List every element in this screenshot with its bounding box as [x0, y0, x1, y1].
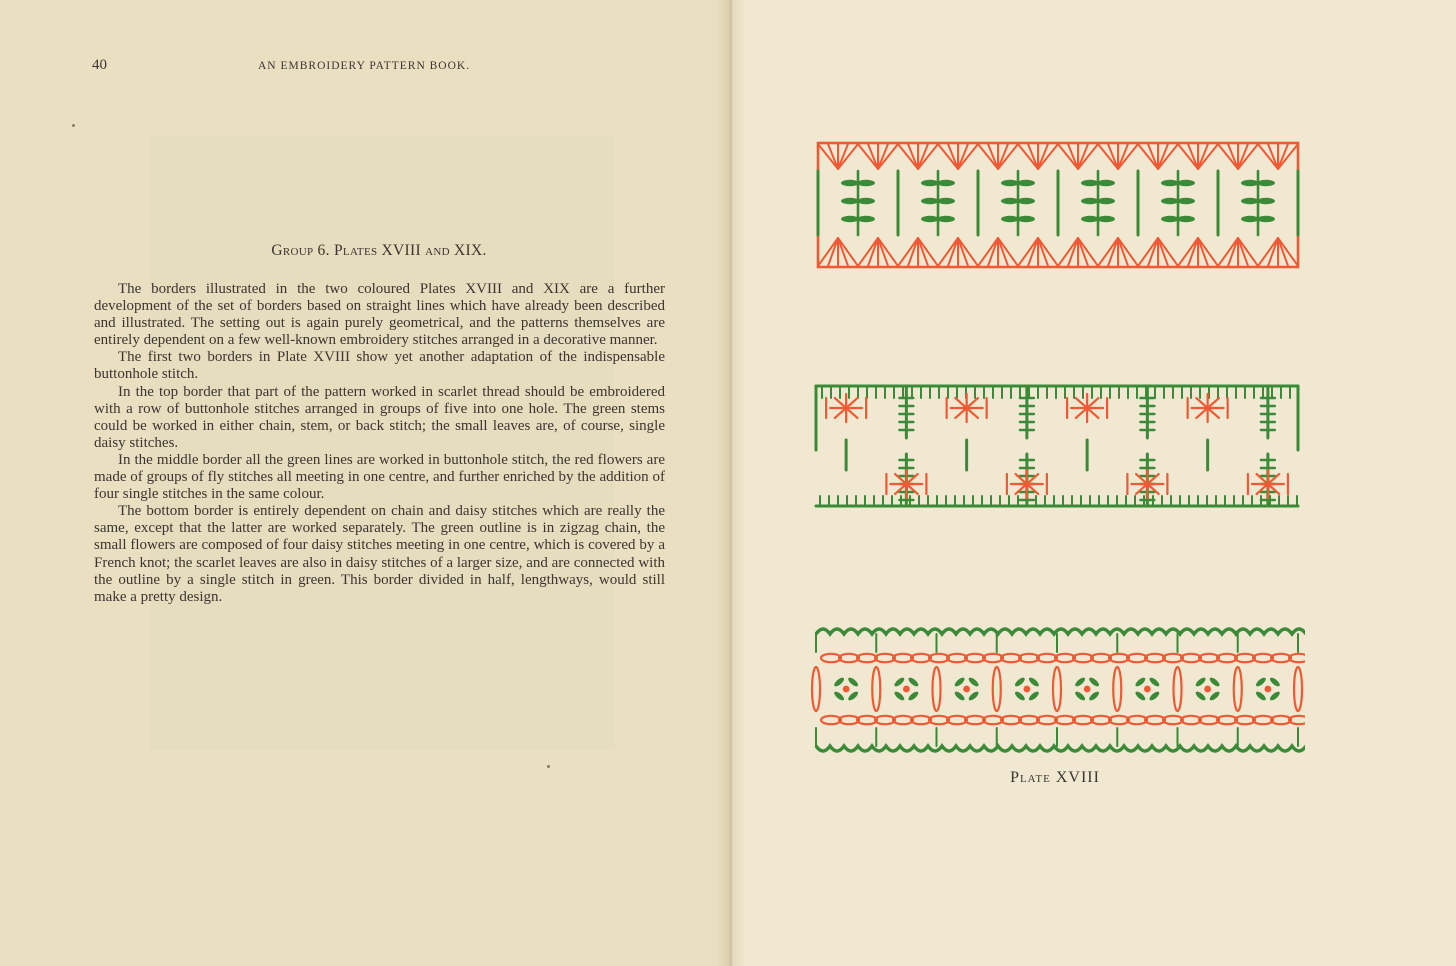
scarlet-fan-stitch-top [918, 144, 928, 169]
book-gutter [716, 0, 746, 966]
daisy-leaf [937, 180, 955, 186]
green-daisy-petal [1208, 676, 1221, 688]
scarlet-vertical-chain [1174, 667, 1182, 711]
scarlet-fan-stitch-top [1138, 144, 1158, 169]
green-daisy-petal [1194, 690, 1207, 702]
paragraph: In the top border that part of the pattern worked in scarlet thread should be embroidered with a row of buttonhole stitches arranged in groups of five into one hole. The green stems could be worked in either chain, stem, or back stitch; the small leaves are, of course, single daisy stitches. [94, 383, 665, 451]
daisy-leaf [841, 180, 859, 186]
fly-stitch-ray [955, 398, 966, 408]
scarlet-fan-stitch-bottom [828, 238, 838, 266]
scarlet-fan-stitch-top [948, 144, 958, 169]
scarlet-fan-stitch-top [1198, 144, 1218, 169]
daisy-leaf [1177, 180, 1195, 186]
bottom-border-pattern [810, 622, 1305, 758]
fly-stitch-ray [846, 398, 857, 408]
paragraph: The first two borders in Plate XVIII show yet another adaptation of the indispensable buttonhole stitch. [94, 349, 665, 383]
scarlet-fan-stitch-bottom [948, 238, 958, 266]
scarlet-vertical-chain [993, 667, 1001, 711]
green-daisy-petal [1134, 676, 1147, 688]
daisy-leaf [1017, 216, 1035, 222]
green-daisy-petal [1074, 690, 1087, 702]
scarlet-fan-stitch-bottom [1278, 238, 1298, 266]
green-daisy-petal [847, 690, 860, 702]
green-buttonhole-lines [816, 386, 1298, 506]
fly-stitch-ray [1087, 408, 1098, 418]
daisy-leaf [1241, 198, 1259, 204]
scarlet-vertical-chain [1294, 667, 1302, 711]
daisy-leaf [1257, 180, 1275, 186]
daisy-leaf [841, 216, 859, 222]
scarlet-fan-stitch-top [1178, 144, 1198, 169]
scarlet-fan-stitch-top [938, 144, 958, 169]
green-daisy-petal [847, 676, 860, 688]
scarlet-vertical-chain [1113, 667, 1121, 711]
green-daisy-petal [1014, 690, 1027, 702]
french-knot [1084, 686, 1091, 693]
fly-stitch-ray [967, 408, 978, 418]
scarlet-fan-stitch-top [1278, 144, 1288, 169]
scarlet-fan-stitch-top [878, 144, 888, 169]
green-daisy-petal [1269, 676, 1282, 688]
scarlet-fan-stitch-bottom [958, 238, 968, 266]
scarlet-fan-stitch-bottom [1038, 238, 1058, 266]
fly-stitch-ray [955, 408, 966, 418]
scarlet-fan-stitch-top [828, 144, 838, 169]
scarlet-chain-and-leaves [812, 654, 1305, 724]
scarlet-fan-stitch-top [838, 144, 848, 169]
scarlet-fan-stitch-bottom [1188, 238, 1198, 266]
scarlet-fan-stitch-top [898, 144, 918, 169]
green-daisy-petal [1028, 690, 1041, 702]
scarlet-fan-stitch-top [858, 144, 878, 169]
scarlet-vertical-chain [1053, 667, 1061, 711]
french-knot [903, 686, 910, 693]
scarlet-fan-stitch-bottom [1238, 238, 1248, 266]
scarlet-fan-stitch-bottom [898, 238, 918, 266]
fly-stitch-ray [835, 408, 846, 418]
scarlet-vertical-chain [872, 667, 880, 711]
green-daisy-petal [833, 676, 846, 688]
green-daisy-petal [1255, 690, 1268, 702]
daisy-leaf [1097, 216, 1115, 222]
scarlet-fan-stitch-top [1038, 144, 1048, 169]
daisy-leaf [1081, 216, 1099, 222]
scarlet-fan-stitch-top [1278, 144, 1298, 169]
green-daisy-petal [1088, 690, 1101, 702]
paragraph: The borders illustrated in the two coloured Plates XVIII and XIX are a further development of the set of borders based on straight lines which have already been described and illustrated. The setting out is again purely geometrical, and the patterns themselves are entirely dependent on a few well-known embroidery stitches arranged in a decorative manner. [94, 281, 665, 349]
green-daisy-petal [1028, 676, 1041, 688]
section-heading-text: Group 6. Plates XVIII and XIX. [271, 242, 487, 259]
scarlet-fan-stitch-bottom [1148, 238, 1158, 266]
scarlet-fan-stitch-bottom [1198, 238, 1218, 266]
middle-border-pattern [810, 380, 1305, 514]
green-daisy-petal [1148, 676, 1161, 688]
green-daisy-petal [1148, 690, 1161, 702]
scarlet-fan-stitch-top [1068, 144, 1078, 169]
scarlet-fan-stitch-bottom [1228, 238, 1238, 266]
daisy-leaf [1081, 198, 1099, 204]
french-knot [1264, 686, 1271, 693]
daisy-leaf [921, 198, 939, 204]
daisy-leaf [1001, 216, 1019, 222]
scarlet-fan-stitch-top [1148, 144, 1158, 169]
scarlet-fan-stitch-top [1238, 144, 1258, 169]
green-daisy-petal [1208, 690, 1221, 702]
scarlet-fan-stitch-top [918, 144, 938, 169]
scarlet-fan-stitch-bottom [1158, 238, 1178, 266]
daisy-leaf [1161, 216, 1179, 222]
body-text [94, 281, 665, 606]
green-daisy-petal [893, 690, 906, 702]
scarlet-fan-stitch-top [868, 144, 878, 169]
fly-stitch-ray [1208, 408, 1219, 418]
scarlet-fan-stitch-top [1018, 144, 1038, 169]
french-knot [963, 686, 970, 693]
scarlet-fan-stitch-bottom [1028, 238, 1038, 266]
daisy-leaf [857, 198, 875, 204]
green-zigzag-chain-bottom [816, 746, 1305, 751]
daisy-leaf [1161, 198, 1179, 204]
scarlet-fan-stitch-top [1058, 144, 1078, 169]
scarlet-fan-stitch-bottom [958, 238, 978, 266]
scarlet-fan-stitch-top [818, 144, 838, 169]
paper-speck [72, 124, 75, 127]
scarlet-fan-stitch-bottom [1238, 238, 1258, 266]
scarlet-fan-stitch-bottom [1078, 238, 1098, 266]
scarlet-fan-stitch-top [878, 144, 898, 169]
green-daisy-petal [907, 690, 920, 702]
scarlet-fan-stitch-top [1228, 144, 1238, 169]
scarlet-fan-stitch-bottom [1268, 238, 1278, 266]
scarlet-fan-stitch-bottom [838, 238, 848, 266]
daisy-leaf [1241, 180, 1259, 186]
scarlet-fan-stitch-bottom [1058, 238, 1078, 266]
scarlet-fan-stitch-top [1268, 144, 1278, 169]
section-heading [94, 242, 664, 260]
scarlet-fan-stitch-top [1038, 144, 1058, 169]
scarlet-vertical-chain [1234, 667, 1242, 711]
scarlet-fan-stitch-top [958, 144, 978, 169]
fly-stitch-ray [1076, 398, 1087, 408]
scarlet-fan-stitch-bottom [1198, 238, 1208, 266]
paragraph: In the middle border all the green lines are worked in buttonhole stitch, the red flowers are made of groups of fly stitches all meeting in one centre, and further enriched by the addition of four single stitches in the same colour. [94, 451, 665, 503]
green-zigzag-chain-top [816, 629, 1305, 634]
green-daisy-petal [907, 676, 920, 688]
scarlet-fan-stitch-bottom [918, 238, 928, 266]
scarlet-fan-stitch-bottom [838, 238, 858, 266]
scarlet-fan-stitch-bottom [818, 238, 838, 266]
scarlet-fan-stitch-top [1078, 144, 1098, 169]
scarlet-fan-stitch-top [1158, 144, 1178, 169]
scarlet-fan-stitch-bottom [1118, 238, 1138, 266]
scarlet-fan-stitch-bottom [1158, 238, 1168, 266]
scarlet-fan-stitch-bottom [998, 238, 1018, 266]
scarlet-vertical-chain [933, 667, 941, 711]
scarlet-fan-stitch-bottom [1178, 238, 1198, 266]
fly-stitch-ray [846, 408, 857, 418]
daisy-leaf [857, 216, 875, 222]
green-daisy-petal [1255, 676, 1268, 688]
scarlet-fan-stitch-bottom [1138, 238, 1158, 266]
daisy-leaf [1257, 216, 1275, 222]
fly-stitch-ray [1196, 398, 1207, 408]
page-number: 40 [92, 57, 107, 73]
daisy-leaf [1017, 180, 1035, 186]
green-daisy-petal [1134, 690, 1147, 702]
fly-stitch-ray [1208, 398, 1219, 408]
scarlet-fan-stitch-top [838, 144, 858, 169]
scarlet-fan-stitch-top [988, 144, 998, 169]
daisy-leaf [1257, 198, 1275, 204]
scarlet-fan-stitch-top [978, 144, 998, 169]
scarlet-fan-stitch-bottom [1078, 238, 1088, 266]
daisy-leaf [857, 180, 875, 186]
red-fly-stitch-flowers [826, 394, 1288, 498]
daisy-leaf [1001, 180, 1019, 186]
scarlet-fan-stitch-bottom [938, 238, 958, 266]
scarlet-fan-stitch-bottom [1018, 238, 1038, 266]
green-stems-and-leaves [818, 171, 1298, 235]
scarlet-fan-stitch-bottom [988, 238, 998, 266]
daisy-leaf [1081, 180, 1099, 186]
green-daisy-petal [833, 690, 846, 702]
scarlet-fan-stitch-top [1258, 144, 1278, 169]
daisy-leaf [1097, 198, 1115, 204]
scarlet-fan-stitch-top [1108, 144, 1118, 169]
fly-stitch-ray [1196, 408, 1207, 418]
french-knot [843, 686, 850, 693]
scarlet-fan-stitch-bottom [1108, 238, 1118, 266]
scarlet-fan-stitch-bottom [858, 238, 878, 266]
daisy-leaf [921, 180, 939, 186]
scarlet-fan-stitch-top [958, 144, 968, 169]
paragraph: The bottom border is entirely dependent on chain and daisy stitches which are really the same, except that the latter are worked separately. The green outline is in zigzag chain, the small flowers are composed of four daisy stitches meeting in one centre, which is covered by a French knot; the scarlet leaves are also in daisy stitches of a larger size, and are connected with the outline by a single stitch in green. This border divided in half, lengthways, would still make a pretty design. [94, 503, 665, 605]
daisy-leaf [1017, 198, 1035, 204]
scarlet-fan-stitch-top [1098, 144, 1118, 169]
scarlet-fan-stitch-bottom [918, 238, 938, 266]
scarlet-fan-stitch-top [1028, 144, 1038, 169]
green-daisy-petal [967, 676, 980, 688]
scarlet-fan-stitch-top [1198, 144, 1208, 169]
fly-stitch-ray [1087, 398, 1098, 408]
top-border-pattern [810, 135, 1305, 273]
green-daisy-petal [1014, 676, 1027, 688]
scarlet-fan-stitch-top [908, 144, 918, 169]
fly-stitch-ray [967, 398, 978, 408]
green-daisy-petal [893, 676, 906, 688]
scarlet-fan-stitch-top [1118, 144, 1128, 169]
scarlet-fan-stitch-top [998, 144, 1018, 169]
scarlet-fan-stitch-bottom [1068, 238, 1078, 266]
daisy-leaf [1177, 216, 1195, 222]
scarlet-fan-stitch-bottom [868, 238, 878, 266]
scarlet-fan-stitch-bottom [1098, 238, 1118, 266]
daisy-leaf [921, 216, 939, 222]
scarlet-fan-stitch-top [1218, 144, 1238, 169]
french-knot [1144, 686, 1151, 693]
daisy-leaf [841, 198, 859, 204]
daisy-leaf [1161, 180, 1179, 186]
green-daisy-petal [1088, 676, 1101, 688]
daisy-leaf [937, 216, 955, 222]
scarlet-fan-stitch-top [1078, 144, 1088, 169]
green-daisy-petal [953, 690, 966, 702]
scarlet-fan-stitch-bottom [1038, 238, 1048, 266]
scarlet-fan-stitch-bottom [1278, 238, 1288, 266]
scarlet-fan-stitch-bottom [998, 238, 1008, 266]
plate-caption: Plate XVIII [1010, 769, 1100, 786]
green-daisy-petal [1194, 676, 1207, 688]
daisy-leaf [937, 198, 955, 204]
scarlet-vertical-chain [812, 667, 820, 711]
scarlet-fan-stitch-bottom [1218, 238, 1238, 266]
green-daisy-petal [953, 676, 966, 688]
scarlet-fan-stitch-top [998, 144, 1008, 169]
scarlet-fan-stitch-top [1118, 144, 1138, 169]
green-daisy-petal [1074, 676, 1087, 688]
scarlet-fan-stitch-bottom [1258, 238, 1278, 266]
daisy-leaf [1241, 216, 1259, 222]
green-daisy-petal [1269, 690, 1282, 702]
scarlet-fan-stitch-bottom [878, 238, 888, 266]
scarlet-fan-stitch-bottom [1118, 238, 1128, 266]
french-knot [1023, 686, 1030, 693]
scarlet-fan-stitch-top [1188, 144, 1198, 169]
fly-stitch-ray [835, 398, 846, 408]
paper-speck [547, 765, 550, 768]
daisy-leaf [1177, 198, 1195, 204]
running-head: AN EMBROIDERY PATTERN BOOK. [258, 60, 471, 72]
french-knot [1204, 686, 1211, 693]
scarlet-fan-stitch-bottom [908, 238, 918, 266]
green-daisy-petal [967, 690, 980, 702]
scarlet-fan-stitch-bottom [978, 238, 998, 266]
scarlet-fan-stitch-bottom [878, 238, 898, 266]
fly-stitch-ray [1076, 408, 1087, 418]
scarlet-fan-stitch-top [1158, 144, 1168, 169]
daisy-leaf [1001, 198, 1019, 204]
scarlet-fan-stitch-top [1238, 144, 1248, 169]
daisy-leaf [1097, 180, 1115, 186]
